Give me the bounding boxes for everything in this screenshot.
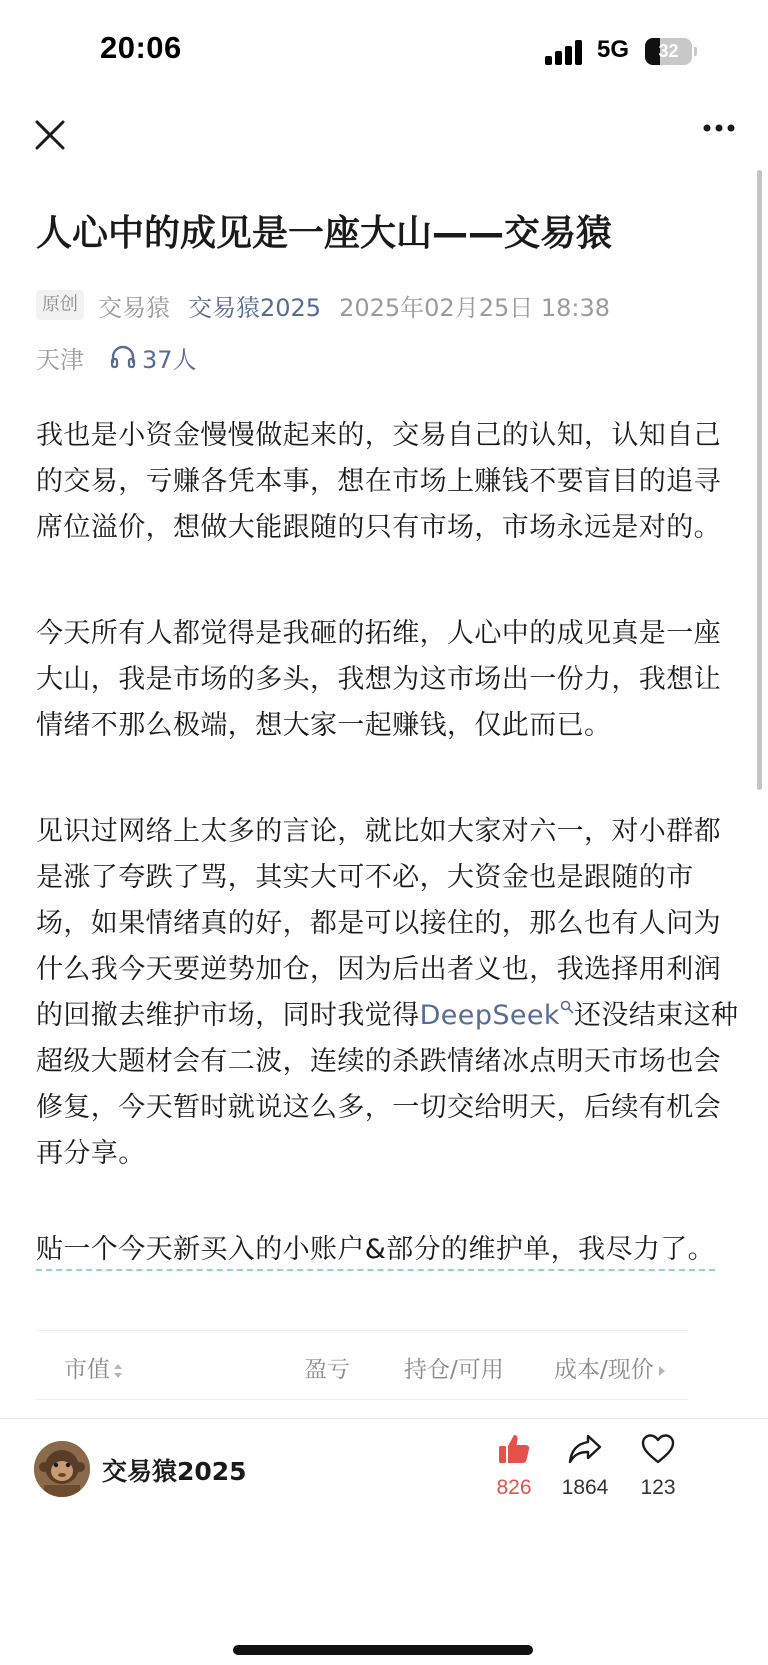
paragraph-2: 今天所有人都觉得是我砸的拓维，人心中的成见真是一座大山，我是市场的多头，我想为这市场出一份力，我想让情绪不那么极端，想大家一起赚钱，仅此而已。 <box>36 618 721 741</box>
headphones-icon <box>110 345 136 369</box>
account-link[interactable]: 交易猿2025 <box>188 293 322 322</box>
publish-date: 2025年02月25日 18:38 <box>339 293 611 322</box>
close-button[interactable] <box>30 115 70 155</box>
sort-icon <box>112 1361 124 1381</box>
highlighted-text[interactable]: 贴一个今天新买入的小账户&部分的维护单，我尽力了。 <box>36 1234 715 1271</box>
location: 天津 <box>36 345 84 374</box>
battery-level: 32 <box>658 41 679 61</box>
thumbs-up-icon <box>497 1432 531 1466</box>
heart-icon <box>640 1432 676 1466</box>
column-market-value-label: 市值 <box>64 1357 110 1383</box>
column-market-value[interactable] <box>64 1351 124 1384</box>
paragraph-3-part-1: 见识过网络上太多的言论，就比如大家对六一，对小群都是涨了夸跌了骂，其实大可不必，大资金也是跟随的市场，如果情绪真的好，都是可以接住的，那么也有人问为什么我今天要逆势加仓，因为后出者义也，我选择用利润的回撤去维护市场，同时我觉得 <box>36 816 721 1031</box>
column-profit-loss[interactable]: 盈亏 <box>304 1357 350 1383</box>
listen-count-text: 37人 <box>142 345 197 374</box>
deepseek-search-link[interactable] <box>420 1000 574 1031</box>
like-count: 826 <box>496 1476 532 1499</box>
author-name[interactable]: 交易猿2025 <box>102 1457 247 1486</box>
share-count: 1864 <box>561 1476 609 1499</box>
scroll-indicator[interactable] <box>757 170 762 790</box>
favorite-button[interactable] <box>618 1432 698 1500</box>
home-indicator[interactable] <box>233 1645 533 1655</box>
paragraph-3 <box>36 809 741 1177</box>
more-icon <box>700 118 740 154</box>
monkey-avatar-icon <box>34 1441 90 1497</box>
paragraph-3-part-2: 还没结束这种超级大题材会有二波，连续的杀跌情绪冰点明天市场也会修复，今天暂时就说这么多，一切交给明天，后续有机会再分享。 <box>36 1000 739 1169</box>
author-name-meta: 交易猿 <box>98 293 170 322</box>
article-title: 人心中的成见是一座大山——交易猿 <box>36 213 613 254</box>
column-cost-price[interactable] <box>554 1351 668 1384</box>
arrow-right-icon <box>656 1361 668 1381</box>
more-button[interactable] <box>700 118 740 154</box>
search-icon <box>560 1000 574 1018</box>
share-button[interactable] <box>545 1432 625 1500</box>
like-button[interactable] <box>474 1432 554 1500</box>
signal-icon <box>545 39 585 65</box>
listen-count[interactable] <box>110 340 197 375</box>
share-icon <box>567 1432 603 1466</box>
deepseek-link-text: DeepSeek <box>419 1000 560 1031</box>
column-cost-price-label: 成本/现价 <box>554 1357 654 1383</box>
column-position[interactable]: 持仓/可用 <box>404 1357 504 1383</box>
paragraph-4 <box>36 1227 741 1273</box>
article-meta <box>36 288 610 322</box>
close-icon <box>30 115 70 155</box>
status-bar <box>0 0 768 100</box>
paragraph-1: 我也是小资金慢慢做起来的，交易自己的认知，认知自己的交易，亏赚各凭本事，想在市场上赚钱不要盲目的追寻席位溢价，想做大能跟随的只有市场，市场永远是对的。 <box>36 420 721 543</box>
original-badge: 原创 <box>36 290 84 320</box>
network-type: 5G <box>597 36 630 63</box>
article-meta-secondary <box>36 340 197 374</box>
battery-icon <box>645 38 697 65</box>
author-avatar[interactable] <box>34 1441 90 1497</box>
status-time: 20:06 <box>100 30 182 65</box>
holdings-table-header <box>36 1330 688 1400</box>
favorite-count: 123 <box>640 1476 676 1499</box>
